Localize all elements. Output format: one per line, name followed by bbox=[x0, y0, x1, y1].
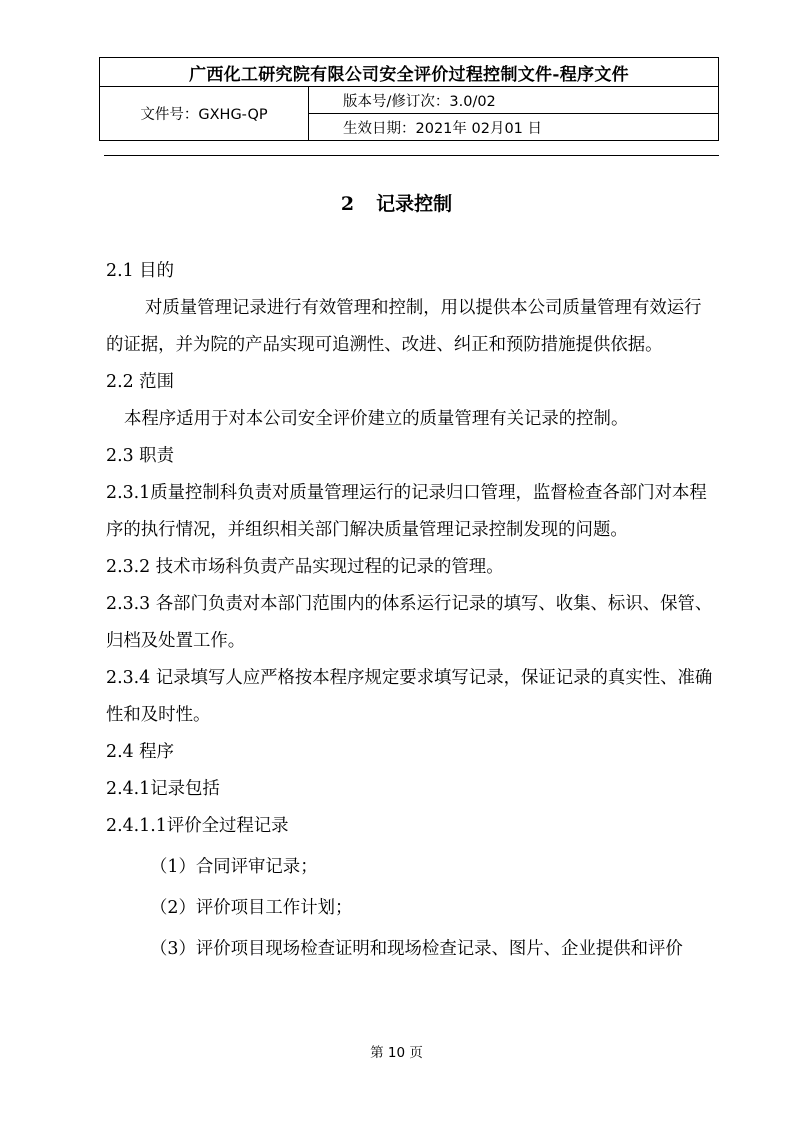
paragraph-scope: 本程序适用于对本公司安全评价建立的质量管理有关记录的控制。 bbox=[124, 409, 629, 429]
heading-2-4: 2.4 程序 bbox=[106, 742, 174, 762]
list-item: （2）评价项目工作计划； bbox=[150, 898, 353, 918]
document-header-table bbox=[99, 57, 719, 141]
heading-2-4-1-1: 2.4.1.1评价全过程记录 bbox=[106, 816, 289, 836]
heading-2-1: 2.1 目的 bbox=[106, 261, 174, 281]
section-number: 2 bbox=[340, 193, 355, 215]
paragraph-2-3-2: 2.3.2 技术市场科负责产品实现过程的记录的管理。 bbox=[106, 557, 504, 577]
section-heading bbox=[0, 189, 793, 216]
header-divider bbox=[104, 155, 719, 156]
document-header-title: 广西化工研究院有限公司安全评价过程控制文件-程序文件 bbox=[100, 58, 719, 87]
document-body bbox=[106, 253, 718, 968]
paragraph-2-3-4: 2.3.4 记录填写人应严格按本程序规定要求填写记录，保证记录的真实性、准确性和及时性。 bbox=[106, 668, 713, 725]
section-title: 记录控制 bbox=[376, 193, 453, 215]
heading-2-4-1: 2.4.1记录包括 bbox=[106, 779, 220, 799]
paragraph-2-3-1: 2.3.1质量控制科负责对质量管理运行的记录归口管理，监督检查各部门对本程序的执行情况，并组织相关部门解决质量管理记录控制发现的问题。 bbox=[106, 483, 707, 540]
page-number: 第 10 页 bbox=[370, 1045, 423, 1061]
heading-2-3: 2.3 职责 bbox=[106, 446, 174, 466]
paragraph-purpose: 对质量管理记录进行有效管理和控制，用以提供本公司质量管理有效运行的证据，并为院的产品实现可追溯性、改进、纠正和预防措施提供依据。 bbox=[106, 298, 702, 355]
heading-2-2: 2.2 范围 bbox=[106, 372, 174, 392]
list-item: （3）评价项目现场检查证明和现场检查记录、图片、企业提供和评价 bbox=[150, 939, 683, 959]
paragraph-2-3-3: 2.3.3 各部门负责对本部门范围内的体系运行记录的填写、收集、标识、保管、归档及处置工作。 bbox=[106, 594, 713, 651]
effective-date: 生效日期：2021年 02月01 日 bbox=[309, 114, 719, 141]
document-number: 文件号：GXHG-QP bbox=[100, 87, 309, 141]
list-item: （1）合同评审记录； bbox=[150, 857, 318, 877]
version-number: 版本号/修订次：3.0/02 bbox=[309, 87, 719, 114]
